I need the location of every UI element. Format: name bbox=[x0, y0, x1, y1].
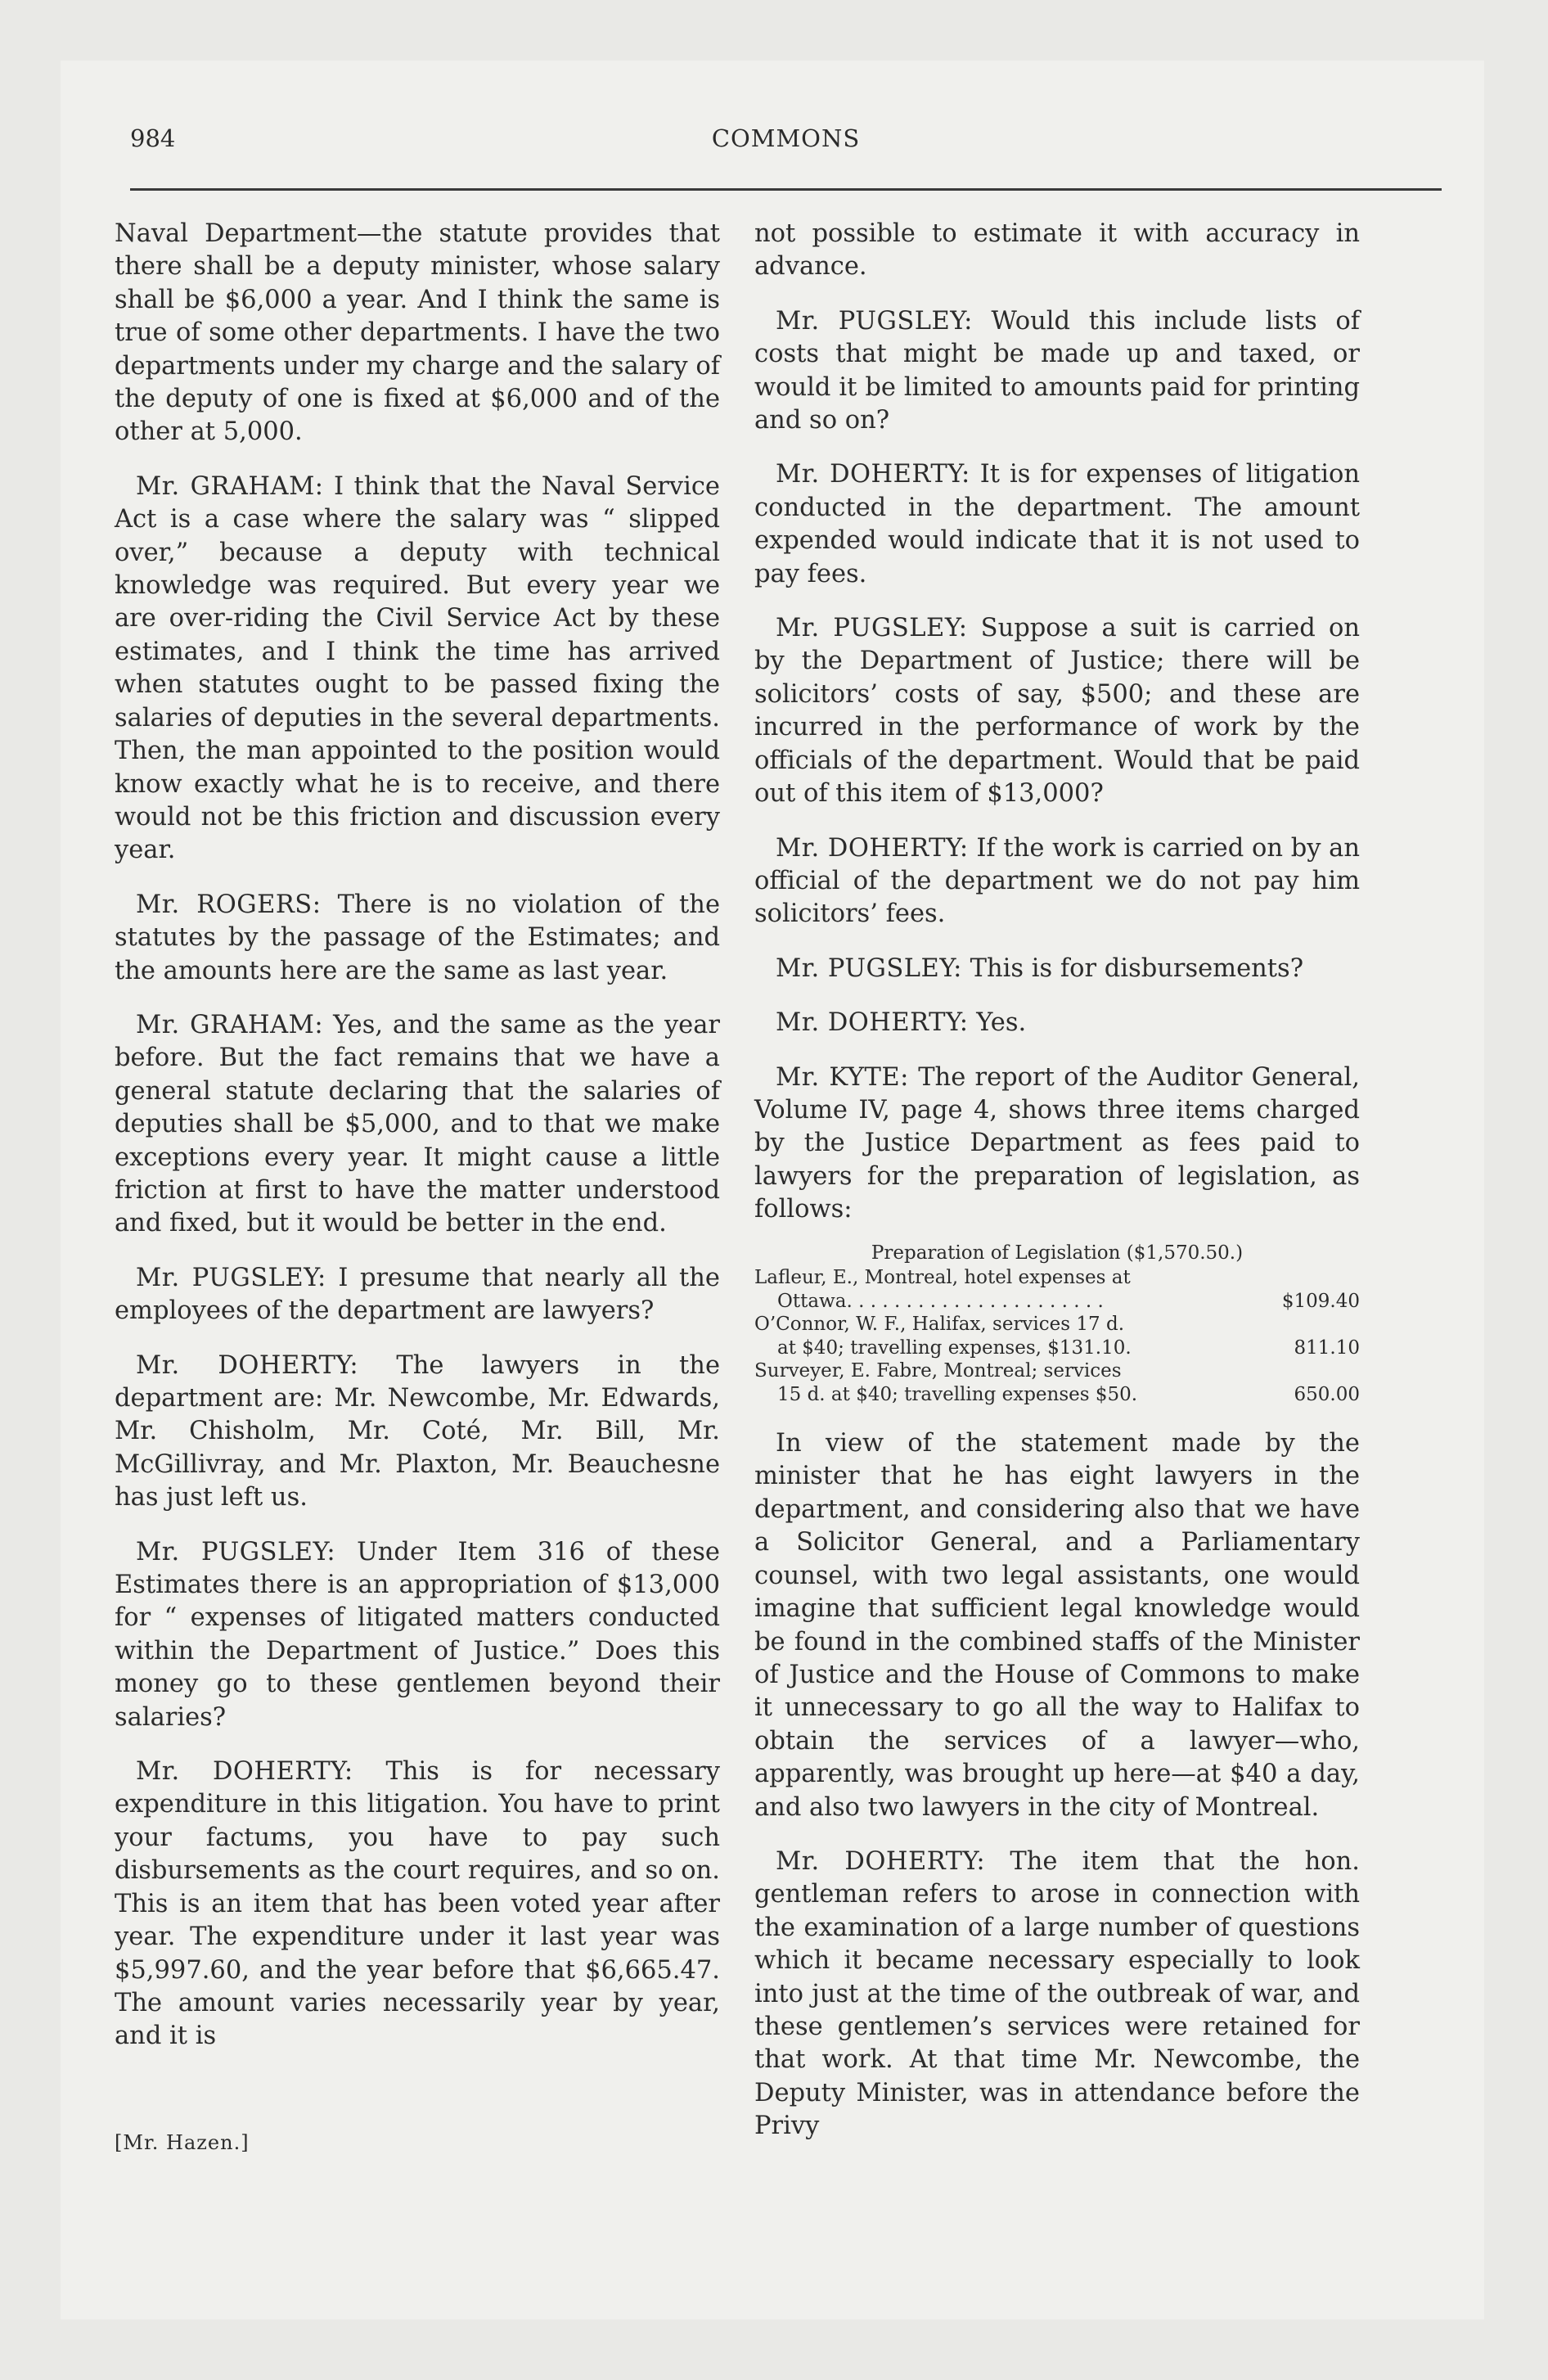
right-column bbox=[754, 218, 1360, 2165]
legislation-entry bbox=[754, 1336, 1360, 1360]
paragraph bbox=[754, 218, 1360, 284]
speaker-name: Mr. PUGSLEY: bbox=[136, 1537, 336, 1566]
paragraph bbox=[754, 1062, 1360, 1227]
speaker-name: Mr. PUGSLEY: bbox=[776, 953, 962, 983]
speaker-name: Mr. GRAHAM: bbox=[136, 1010, 324, 1039]
paragraph bbox=[115, 471, 720, 868]
paragraph-text: This is for necessary expenditure in this litigation. You have to print your factums, you have to pay such disbursements as the court requires, and so on. This is an item that has been voted year after year. The expenditure under it last year was $5,997.60, and the year before that $6,665.47. The amount varies necessarily year by year, and it is bbox=[115, 1757, 720, 2051]
entry-text: Surveyer, E. Fabre, Montreal; services bbox=[754, 1360, 1122, 1382]
entry-text: Lafleur, E., Montreal, hotel expenses at bbox=[754, 1267, 1131, 1289]
entry-text: 15 d. at $40; travelling expenses $50. bbox=[777, 1383, 1138, 1405]
page-header bbox=[130, 124, 1442, 174]
speaker-name: Mr. GRAHAM: bbox=[136, 471, 324, 501]
entry-text: at $40; travelling expenses, $131.10. bbox=[777, 1336, 1132, 1359]
paragraph-text: Naval Department—the statute provides that there shall be a deputy minister, whose salary shall be $6,000 a year. And I think the same is true of some other departments. I have the two departments under my charge and the salary of the deputy of one is fixed at $6,000 and of the other at 5,000. bbox=[115, 219, 720, 447]
paragraph bbox=[115, 1350, 720, 1515]
running-head: COMMONS bbox=[711, 124, 861, 152]
footer-tag: [Mr. Hazen.] bbox=[115, 2131, 250, 2154]
speaker-name: Mr. PUGSLEY: bbox=[136, 1263, 326, 1292]
header-rule bbox=[130, 188, 1442, 191]
paragraph-text: It is for expenses of litigation conducted in the department. The amount expended would indicate that it is not used to pay fees. bbox=[754, 460, 1360, 588]
entry-amount: 650.00 bbox=[1294, 1383, 1360, 1405]
right-column-lower bbox=[754, 1427, 1360, 2143]
paragraph-text: If the work is carried on by an official of the department we do not pay him solicitors’ fees. bbox=[754, 833, 1360, 929]
paragraph bbox=[115, 1009, 720, 1241]
paragraph-text: Yes. bbox=[976, 1008, 1027, 1038]
speaker-name: Mr. PUGSLEY: bbox=[776, 614, 968, 643]
legislation-table-heading: Preparation of Legislation ($1,570.50.) bbox=[871, 1242, 1244, 1264]
paragraph bbox=[754, 305, 1360, 438]
right-column-upper bbox=[754, 218, 1360, 1227]
speaker-name: Mr. DOHERTY: bbox=[136, 1757, 353, 1787]
paragraph bbox=[115, 1262, 720, 1328]
paragraph-text: I presume that nearly all the employees of the department are lawyers? bbox=[115, 1263, 720, 1326]
paragraph bbox=[115, 1756, 720, 2053]
entry-text: Ottawa. . . . . . . . . . . . . . . . . . . . . . bbox=[777, 1290, 1104, 1312]
paragraph bbox=[115, 1536, 720, 1734]
entry-amount bbox=[1353, 1266, 1360, 1290]
speaker-name: Mr. ROGERS: bbox=[136, 890, 322, 919]
speaker-name: Mr. DOHERTY: bbox=[776, 1846, 986, 1876]
entry-amount: 811.10 bbox=[1294, 1336, 1360, 1359]
paragraph bbox=[115, 218, 720, 449]
paragraph bbox=[754, 832, 1360, 931]
legislation-entry bbox=[754, 1359, 1360, 1383]
speaker-name: Mr. DOHERTY: bbox=[776, 460, 970, 489]
paragraph-text: not possible to estimate it with accuracy in advance. bbox=[754, 219, 1360, 282]
paragraph-text: The lawyers in the department are: Mr. Newcombe, Mr. Edwards, Mr. Chisholm, Mr. Coté, Mr. Bill, Mr. McGillivray, and Mr. Plaxton, Mr. Beauchesne has just left us. bbox=[115, 1350, 720, 1512]
legislation-entry bbox=[754, 1290, 1360, 1314]
paragraph bbox=[754, 1007, 1360, 1039]
legislation-table bbox=[754, 1242, 1360, 1407]
paragraph bbox=[754, 458, 1360, 591]
entry-amount bbox=[1353, 1313, 1360, 1336]
paragraph bbox=[754, 1427, 1360, 1824]
page-number: 984 bbox=[130, 124, 176, 152]
legislation-entry bbox=[754, 1266, 1360, 1290]
paragraph bbox=[754, 953, 1360, 985]
paragraph bbox=[115, 889, 720, 988]
paragraph-text: The report of the Auditor General, Volume IV, page 4, shows three items charged by the Justice Department as fees paid to lawyers for the preparation of legislation, as follows: bbox=[754, 1062, 1361, 1224]
paragraph-text: This is for disbursements? bbox=[970, 953, 1304, 983]
entry-amount bbox=[1353, 1359, 1360, 1383]
paragraph-text: Would this include lists of costs that might be made up and taxed, or would it be limited to amounts paid for printing and so on? bbox=[754, 306, 1361, 435]
speaker-name: Mr. DOHERTY: bbox=[136, 1350, 359, 1380]
speaker-name: Mr. PUGSLEY: bbox=[776, 306, 973, 336]
document-page bbox=[61, 61, 1484, 2319]
speaker-name: Mr. KYTE: bbox=[776, 1062, 909, 1092]
paragraph-text: I think that the Naval Service Act is a case where the salary was “ slipped over,” because a deputy with technical knowledge was required. But every year we are over-riding the Civil Service Act by these estimates, and I think the time has arrived when statutes ought to be passed fixing the salaries of deputies in the several departments. Then, the man appointed to the position would know exactly what he is to receive, and there would not be this friction and discussion every year. bbox=[115, 471, 720, 865]
paragraph-text: Under Item 316 of these Estimates there is an appropriation of $13,000 for “ expenses of litigated matters conducted within the Department of Justice.” Does this money go to these gentlemen beyond their salaries? bbox=[115, 1537, 720, 1732]
entry-amount: $109.40 bbox=[1281, 1290, 1360, 1312]
paragraph bbox=[754, 612, 1360, 810]
speaker-name: Mr. DOHERTY: bbox=[776, 833, 969, 863]
entry-text: O’Connor, W. F., Halifax, services 17 d. bbox=[754, 1314, 1125, 1336]
paragraph-text: There is no violation of the statutes by the passage of the Estimates; and the amounts here are the same as last year. bbox=[115, 890, 720, 985]
paragraph-text: Yes, and the same as the year before. But the fact remains that we have a general statute declaring that the salaries of deputies shall be $5,000, and to that we make exceptions every year. It might cause a little friction at first to have the matter understood and fixed, but it would be better in the end. bbox=[115, 1010, 720, 1238]
legislation-entry bbox=[754, 1313, 1360, 1336]
legislation-entry bbox=[754, 1383, 1360, 1407]
paragraph-text: The item that the hon. gentleman refers to arose in connection with the examination of a large number of questions which it became necessary especially to look into just at the time of the outbreak of war, and these gentlemen’s services were retained for that work. At that time Mr. Newcombe, the Deputy Minister, was in attendance before the Privy bbox=[754, 1846, 1361, 2141]
paragraph-text: Suppose a suit is carried on by the Department of Justice; there will be solicitors’ costs of say, $500; and these are incurred in the performance of work by the officials of the department. Would that be paid out of this item of $13,000? bbox=[754, 614, 1360, 809]
speaker-name: Mr. DOHERTY: bbox=[776, 1008, 969, 1038]
paragraph-text: In view of the statement made by the minister that he has eight lawyers in the department, and considering also that we have a Solicitor General, and a Parliamentary counsel, with two legal assistants, one would imagine that sufficient legal knowledge would be found in the combined staffs of the Minister of Justice and the House of Commons to make it unnecessary to go all the way to Halifax to obtain the services of a lawyer—who, apparently, was brought up here—at $40 a day, and also two lawyers in the city of Montreal. bbox=[754, 1429, 1360, 1822]
paragraph bbox=[754, 1846, 1360, 2143]
left-column bbox=[115, 218, 720, 2075]
